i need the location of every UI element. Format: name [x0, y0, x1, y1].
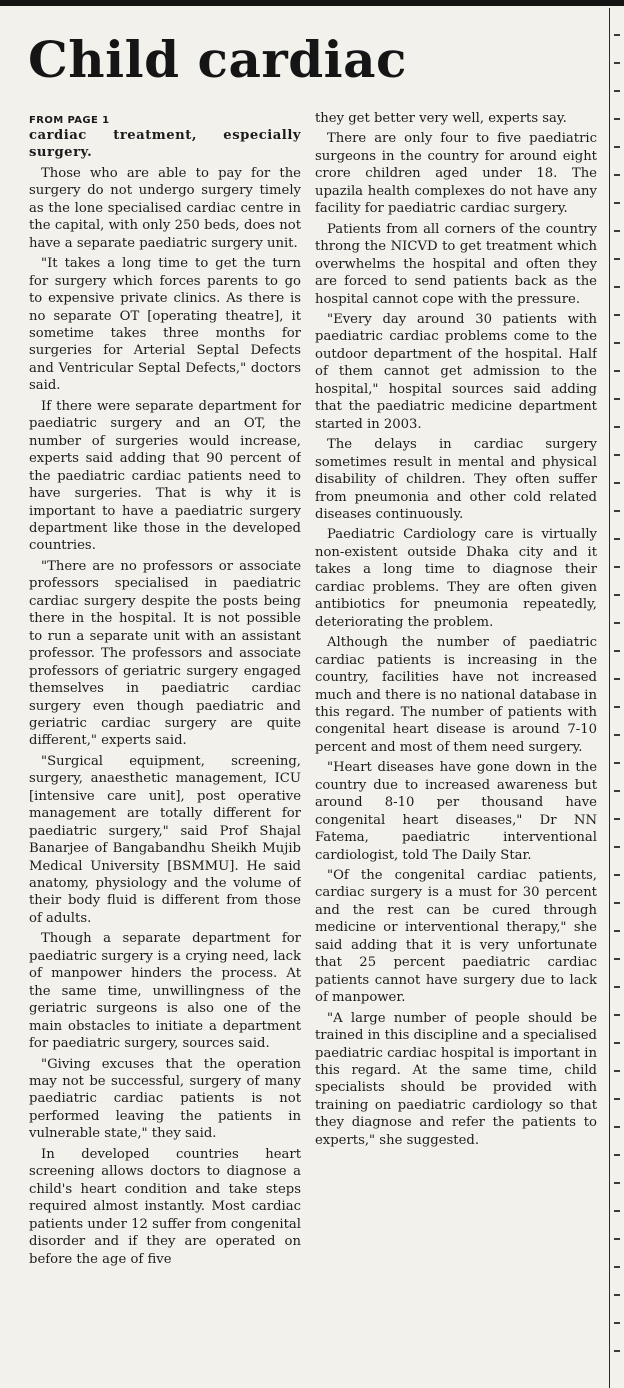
paragraph-continued: they get better very well, experts say.	[315, 111, 567, 126]
lead-paragraph	[29, 114, 301, 162]
paragraph: "A large number of people should be trained in this discipline and a specialised paediatric cardiac hospital is important in this regard. At the same time, child specialists should be provided with training on paediatric cardiology so that they diagnose and refer the patients to experts," she suggested.	[315, 1010, 597, 1148]
headline: Child cardiac	[28, 30, 407, 89]
paragraph: If there were separate department for paediatric surgery and an OT, the number of surgeries would increase, experts said adding that 90 percent of the paediatric cardiac patients need to have surgeries. That is why it is important to have a paediatric surgery department like those in the developed countries.	[29, 398, 301, 554]
paragraph: Those who are able to pay for the surgery do not undergo surgery timely as the lone specialised cardiac centre in the capital, with only 250 beds, does not have a separate paediatric surgery unit.	[29, 165, 301, 251]
paragraph: Though a separate department for paediatric surgery is a crying need, lack of manpower hinders the process. At the same time, unwillingness of the geriatric surgeons is also one of the main obstacles to initiate a department for paediatric surgery, sources said.	[29, 931, 301, 1052]
paragraph: "Every day around 30 patients with paediatric cardiac problems come to the outdoor department of the hospital. Half of them cannot get admission to the hospital," hospital sources said adding that the paediatric medicine department started in 2003.	[315, 311, 597, 432]
paragraph: There are only four to five paediatric surgeons in the country for around eight crore children aged under 18. The upazila health complexes do not have any facility for paediatric cardiac surgery.	[315, 131, 597, 217]
paragraph: In developed countries heart screening allows doctors to diagnose a child's heart condition and take steps required almost instantly. Most cardiac patients under 12 suffer from congenital disorder and if they are operated on before the age of five	[29, 1146, 301, 1267]
top-rule	[0, 0, 624, 6]
paragraph: "Surgical equipment, screening, surgery, anaesthetic management, ICU [intensive care unit], post operative management are totally different for paediatric surgery," said Prof Shajal Banarjee of Bangabandhu Sheikh Mujib Medical University [BSMMU]. He said anatomy, physiology and the volume of their body fluid is different from those of adults.	[29, 753, 301, 926]
paragraph: "Heart diseases have gone down in the country due to increased awareness but around 8-10 per thousand have congenital heart diseases," Dr NN Fatema, paediatric interventional cardiologist, told The Daily Star.	[315, 760, 597, 863]
paragraph: Although the number of paediatric cardiac patients is increasing in the country, facilities have not increased much and there is no national database in this regard. The number of patients with congenital heart disease is around 7-10 percent and most of them need surgery.	[315, 635, 597, 755]
paragraph: "There are no professors or associate professors specialised in paediatric cardiac surgery despite the posts being there in the hospital. It is not possible to run a separate unit with an assistant professor. The professors and associate professors of geriatric surgery engaged themselves in paediatric cardiac surgery even though paediatric and geriatric cardiac surgery are quite different," experts said.	[29, 558, 301, 749]
paragraph: "Giving excuses that the operation may not be successful, surgery of many paediatric cardiac patients is not performed leaving the patients in vulnerable state," they said.	[29, 1056, 301, 1142]
column-divider	[609, 8, 610, 1388]
paragraph: "Of the congenital cardiac patients, cardiac surgery is a must for 30 percent and the rest can be cured through medicine or interventional therapy," she said adding that it is very unfortunate that 25 percent paediatric cardiac patients cannot have surgery due to lack of manpower.	[315, 868, 597, 1006]
article-column-1	[29, 114, 301, 1382]
paragraph: Paediatric Cardiology care is virtually non-existent outside Dhaka city and it takes a long time to diagnose their cardiac problems. They are often given antibiotics for pneumonia repeatedly, deteriorating the problem.	[315, 527, 597, 630]
lead-text: cardiac treatment, especially surgery.	[29, 128, 301, 161]
paragraph: The delays in cardiac surgery sometimes result in mental and physical disability of children. They often suffer from pneumonia and other cold related diseases continuously.	[315, 437, 597, 522]
adjacent-column-edge	[614, 8, 624, 1388]
paragraph: "It takes a long time to get the turn for surgery which forces parents to go to expensive private clinics. As there is no separate OT [operating theatre], it sometime takes three months for surgeries for Arterial Septal Defects and Ventricular Septal Defects," doctors said.	[29, 256, 301, 394]
article-column-2	[315, 110, 597, 1382]
paragraph: Patients from all corners of the country throng the NICVD to get treatment which overwhelms the hospital and often they are forced to send patients back as the hospital cannot cope with the pressure.	[315, 221, 597, 307]
continuation-kicker: FROM PAGE 1	[29, 115, 110, 126]
